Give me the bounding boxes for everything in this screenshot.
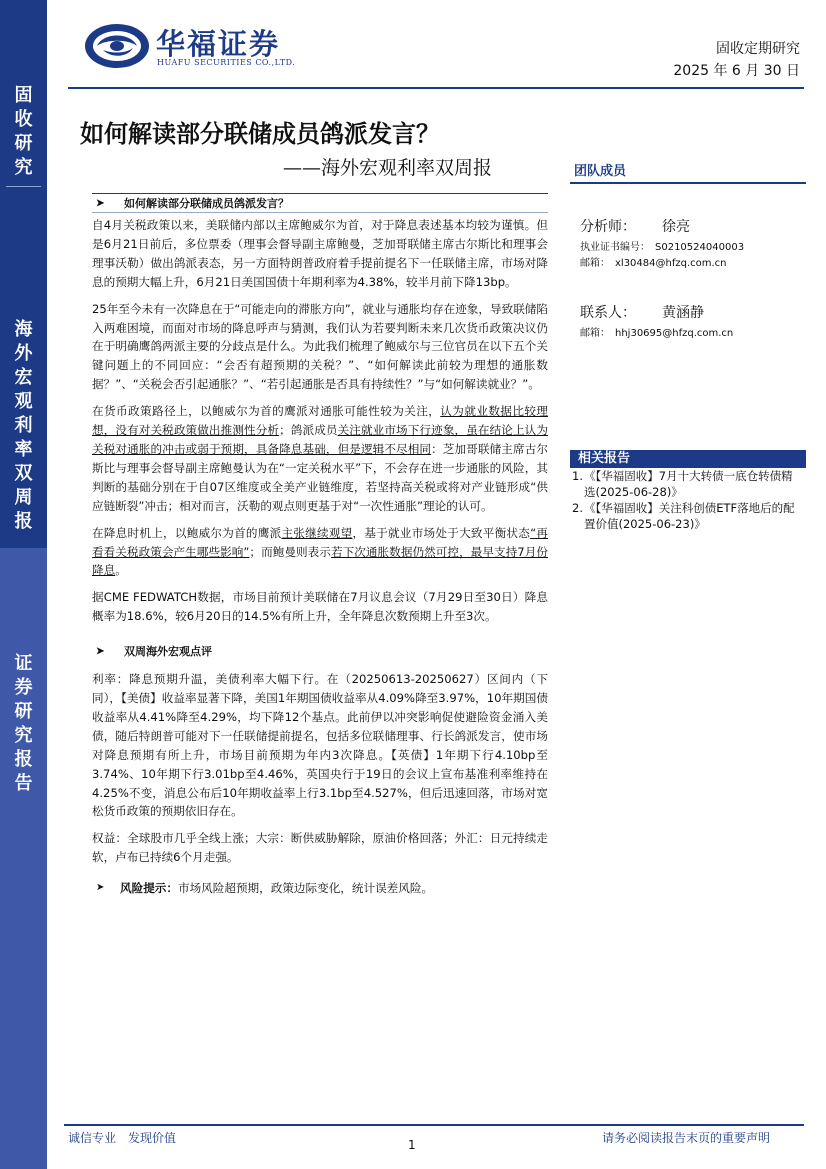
side-label-top: 固 收 研 究 xyxy=(14,85,33,178)
brand-name-cn: 华福证券 xyxy=(156,27,281,61)
main-content xyxy=(92,193,548,898)
footer-rule xyxy=(64,1124,804,1126)
brand-name-en: HUAFU SECURITIES CO.,LTD. xyxy=(157,58,296,67)
page-number: 1 xyxy=(408,1138,416,1152)
brand-emblem-icon xyxy=(83,20,151,72)
related-report-item[interactable]: 2. 《【华福固收】关注科创债ETF落地后的配置价值(2025-06-23)》 xyxy=(572,501,795,531)
summary-paragraph-4: 在降息时机上，以鲍威尔为首的鹰派主张继续观望，基于就业市场处于大致平衡状态“再看看关税政策会产生哪些影响”；而鲍曼则表示若下次通胀数据仍然可控，最早支持7月份降息。 xyxy=(92,525,548,578)
page-subtitle: ——海外宏观利率双周报 xyxy=(283,157,493,179)
analyst-name: 徐亮 xyxy=(662,219,690,235)
side-separator xyxy=(6,186,41,187)
side-label-middle: 海 外 宏 观 利 率 双 周 报 xyxy=(14,319,33,532)
contact-card: 联系人： 黄涵静 邮箱： hhj30695@hfzq.com.cn xyxy=(580,302,806,342)
side-band-lower xyxy=(0,548,47,1169)
analyst-card: 分析师： 徐亮 执业证书编号： S0210524040003 邮箱： xl30484@hfzq.com.cn xyxy=(580,216,806,272)
review-paragraph-assets: 权益：全球股市几乎全线上涨；大宗：断供威胁解除，原油价格回落；外汇：日元持续走软，卢布已持续6个月走强。 xyxy=(92,831,548,865)
related-reports-heading: 相关报告 xyxy=(570,450,806,468)
related-report-item[interactable]: 1. 《【华福固收】7月十大转债一底仓转债精选(2025-06-28)》 xyxy=(572,469,793,499)
arrow-bullet-icon: ➤ xyxy=(96,646,105,658)
arrow-bullet-icon: ➤ xyxy=(96,882,105,894)
summary-paragraph-5: 据CME FEDWATCH数据，市场目前预计美联储在7月议息会议（7月29日至30日）降息概率为18.6%，较6月20日的14.5%有所上升，全年降息次数预期上升至3次。 xyxy=(92,590,548,624)
page-title: 如何解读部分联储成员鸽派发言？ xyxy=(80,119,440,148)
summary-paragraph-1: 自4月关税政策以来，美联储内部以主席鲍威尔为首，对于降息表述基本均较为谨慎。但是6月21日前后，多位票委（理事会督导副主席鲍曼，芝加哥联储主席古尔斯比和理事会理事沃勒）做出鸽派表态，另一方面特朗普政府着手提前提名下一任联储主席，市场对降息的预期大幅上升，6月21日美国国债十年期利率为4.38%，较半月前下降13bp。 xyxy=(92,218,548,289)
side-label-bottom: 证 券 研 究 报 告 xyxy=(14,653,33,794)
team-heading: 团队成员 xyxy=(570,162,806,184)
analyst-email[interactable]: 邮箱： xl30484@hfzq.com.cn xyxy=(580,258,727,269)
section-heading-review: ➤ 双周海外宏观点评 xyxy=(92,642,548,662)
arrow-bullet-icon: ➤ xyxy=(96,198,105,209)
related-reports-list xyxy=(572,468,804,532)
brand-logo xyxy=(83,20,313,72)
header-rule xyxy=(68,87,804,89)
footer-slogan: 诚信专业 发现价值 xyxy=(68,1131,177,1145)
analyst-cert: 执业证书编号： S0210524040003 xyxy=(580,242,745,253)
report-date: 2025 年 6 月 30 日 xyxy=(673,63,800,79)
contact-email[interactable]: 邮箱： hhj30695@hfzq.com.cn xyxy=(580,328,734,339)
review-paragraph-rates: 利率：降息预期升温，美债利率大幅下行。在（20250613-20250627）区间内（下同），【美债】收益率显著下降，美国1年期国债收益率从4.09%降至3.97%，10年期国债收益率从4.41%降至4.29%，均下降12个基点。此前伊以冲突影响促使避险资金涌入美债，随后特朗普可能对下一任联储提前提名，包括多位联储理事、行长鸽派发言，使市场对降息预期有所上升，市场目前预期为年内3次降息。【英债】1年期下行4.10bp至3.74%、10年期下行3.01bp至4.46%，英国央行于19日的会议上宣布基准利率维持在4.25%不变，消息公布后10年期收益率上行3.1bp至4.527%，但后迅速回落，市场对宽松货币政策的预期依旧存在。 xyxy=(92,672,548,819)
section-heading-summary: ➤ 如何解读部分联储成员鸽派发言？ xyxy=(92,193,548,213)
contact-name: 黄涵静 xyxy=(662,305,704,321)
report-category: 固收定期研究 xyxy=(716,41,800,57)
risk-warning: ➤ 风险提示：市场风险超预期，政策边际变化，统计误差风险。 xyxy=(92,879,548,898)
summary-paragraph-3: 在货币政策路径上，以鲍威尔为首的鹰派对通胀可能性较为关注，认为就业数据比较理想，没有对关税政策做出推测性分析；鸽派成员关注就业市场下行迹象，虽在结论上认为关税对通胀的冲击或弱于预期，具备降息基础，但是逻辑不尽相同：芝加哥联储主席古尔斯比与理事会督导副主席鲍曼认为在“一定关税水平”下，不会存在进一步通胀的风险，其判断的基础分别在于自07区维度或全美产业链维度，若坚持高关税或将对产业链形成“供应链断裂”冲击；相对而言，沃勒的观点则更基于对“一次性通胀”理论的认可。 xyxy=(92,404,548,513)
summary-paragraph-2: 25年至今未有一次降息在于“可能走向的滞胀方向”，就业与通胀均存在迹象，导致联储陷入两难困境，而面对市场的降息呼声与猜测，我们认为若要判断未来几次货币政策决议仍在于明确鹰鸽两派主要的分歧点是什么。为此我们梳理了鲍威尔与三位官员在以下五个关键问题上的不同回应：“会否有超预期的关税？”、“如何解读此前较为理想的通胀数据？”、“关税会否引起通胀？”、“若引起通胀是否具有持续性？”与“如何解读就业？”。 xyxy=(92,301,548,392)
footer-disclaimer: 请务必阅读报告末页的重要声明 xyxy=(601,1131,770,1145)
